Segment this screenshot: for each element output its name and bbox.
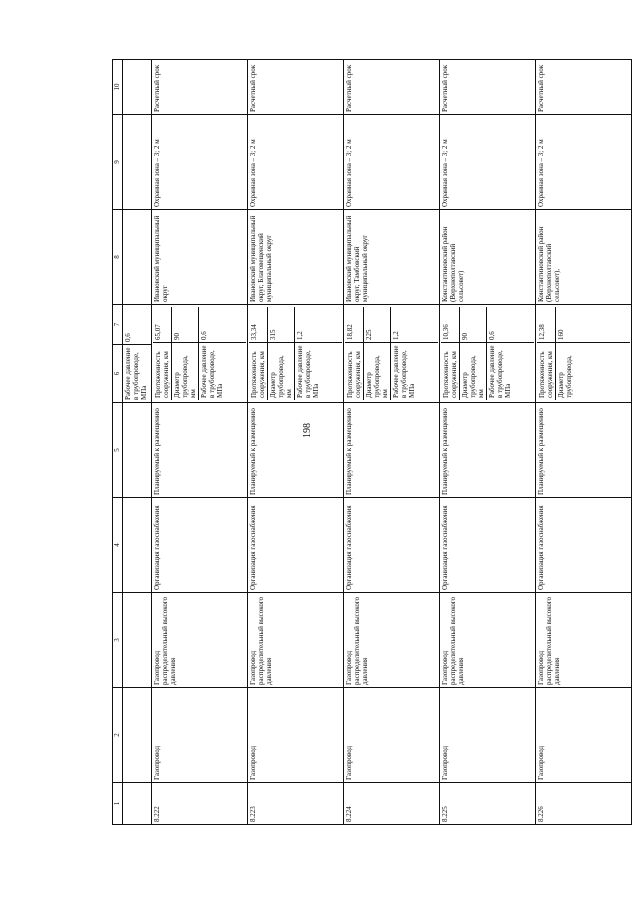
parameters-cell — [440, 305, 536, 403]
object-purpose: Организация газоснабжения — [536, 498, 632, 593]
implementation-term: Расчетный срок — [248, 60, 344, 115]
param-value: 315 — [269, 329, 278, 340]
column-header: 2 — [113, 688, 123, 783]
param-value: 1,2 — [296, 331, 305, 340]
table-row — [344, 60, 440, 825]
param-name: Рабочее давление в трубопроводе, МПа — [199, 342, 246, 400]
param-name: Диаметр трубопровода, мм — [172, 342, 198, 400]
param-name: Диаметр трубопровода, мм — [268, 342, 294, 400]
param-value: 0,6 — [488, 331, 497, 340]
location: Константиновский район (Верхнеполтавский сельсовет) — [440, 210, 536, 305]
param-name: Протяженность сооружения, км — [249, 342, 267, 400]
param-value: 0,6 — [200, 331, 209, 340]
row-number: 8.226 — [536, 783, 632, 825]
location: Константиновский район (Верхнеполтавский сельсовет), — [536, 210, 632, 305]
param-name: Протяженность сооружения, км — [441, 342, 459, 400]
column-header: 8 — [113, 210, 123, 305]
param-name: Рабочее давление в трубопроводе, МПа — [123, 345, 152, 403]
table-row — [248, 60, 344, 825]
parameter-row — [172, 307, 199, 400]
implementation-term: Расчетный срок — [344, 60, 440, 115]
object-status: Планируемый к размещению — [344, 403, 440, 498]
parameters-cell — [536, 305, 632, 403]
object-purpose: Организация газоснабжения — [344, 498, 440, 593]
object-status: Планируемый к размещению — [248, 403, 344, 498]
registry-table — [112, 59, 632, 825]
location: Ивановский муниципальный округ, Благовещенский муниципальный округ — [248, 210, 344, 305]
protection-zone: Охранная зона – 3; 2 м — [536, 115, 632, 210]
param-name: Диаметр трубопровода, мм — [364, 342, 390, 400]
param-value: 225 — [365, 329, 374, 340]
parameters-cell — [248, 305, 344, 403]
object-type: Газопровод — [152, 688, 248, 783]
param-name: Протяженность сооружения, км — [537, 342, 555, 400]
param-value: 12,38 — [538, 324, 546, 340]
parameter-row — [345, 307, 364, 400]
table-row — [152, 60, 248, 825]
parameter-row — [199, 307, 246, 400]
rotated-table-container — [112, 60, 590, 825]
protection-zone: Охранная зона – 3; 2 м — [152, 115, 248, 210]
object-type: Газопровод — [344, 688, 440, 783]
param-value: 90 — [173, 333, 182, 340]
param-value: 65,07 — [154, 324, 162, 340]
param-value: 0,6 — [123, 305, 152, 345]
param-value: 33,34 — [250, 324, 258, 340]
row-number: 8.223 — [248, 783, 344, 825]
object-status: Планируемый к размещению — [536, 403, 632, 498]
protection-zone: Охранная зона – 3; 2 м — [440, 115, 536, 210]
header-row — [113, 60, 123, 825]
parameter-row — [556, 307, 630, 400]
parameters-cell — [344, 305, 440, 403]
object-name: Газопровод распределительный высокого давления — [536, 593, 632, 688]
object-purpose: Организация газоснабжения — [152, 498, 248, 593]
param-value: 10,36 — [442, 324, 450, 340]
implementation-term: Расчетный срок — [440, 60, 536, 115]
parameter-row — [460, 307, 487, 400]
column-header: 9 — [113, 115, 123, 210]
table-row — [536, 60, 632, 825]
param-name: Рабочее давление в трубопроводе, МПа — [487, 342, 534, 400]
object-name: Газопровод распределительный высокого давления — [440, 593, 536, 688]
protection-zone: Охранная зона – 3; 2 м — [248, 115, 344, 210]
continuation-row — [123, 60, 152, 825]
object-name: Газопровод распределительный высокого давления — [248, 593, 344, 688]
table-row — [440, 60, 536, 825]
param-value: 18,82 — [346, 324, 354, 340]
column-header: 4 — [113, 498, 123, 593]
parameter-row — [441, 307, 460, 400]
param-name: Диаметр трубопровода, — [556, 342, 630, 400]
column-header: 1 — [113, 783, 123, 825]
object-type: Газопровод — [440, 688, 536, 783]
row-number: 8.225 — [440, 783, 536, 825]
parameter-row — [153, 307, 172, 400]
column-header: 5 — [113, 403, 123, 498]
object-name: Газопровод распределительный высокого давления — [152, 593, 248, 688]
param-value: 90 — [461, 333, 470, 340]
column-header: 7 — [113, 305, 123, 345]
parameter-row — [364, 307, 391, 400]
object-status: Планируемый к размещению — [152, 403, 248, 498]
parameter-row — [487, 307, 534, 400]
param-value: 160 — [557, 329, 566, 340]
parameter-row — [537, 307, 556, 400]
column-header: 10 — [113, 60, 123, 115]
location: Ивановский муниципальный округ, Тамбовский муниципальный округ — [344, 210, 440, 305]
row-number: 8.222 — [152, 783, 248, 825]
column-header: 6 — [113, 345, 123, 403]
param-name: Диаметр трубопровода, мм — [460, 342, 486, 400]
implementation-term: Расчетный срок — [152, 60, 248, 115]
param-name: Протяженность сооружения, км — [153, 342, 171, 400]
param-name: Рабочее давление в трубопроводе, МПа — [391, 342, 438, 400]
implementation-term: Расчетный срок — [536, 60, 632, 115]
object-type: Газопровод — [536, 688, 632, 783]
param-name: Протяженность сооружения, км — [345, 342, 363, 400]
parameter-row — [249, 307, 268, 400]
object-type: Газопровод — [248, 688, 344, 783]
row-number: 8.224 — [344, 783, 440, 825]
location: Ивановский муниципальный округ — [152, 210, 248, 305]
param-name: Рабочее давление в трубопроводе, МПа — [295, 342, 342, 400]
param-value: 1,2 — [392, 331, 401, 340]
object-purpose: Организация газоснабжения — [440, 498, 536, 593]
column-header: 3 — [113, 593, 123, 688]
parameter-row — [391, 307, 438, 400]
object-name: Газопровод распределительный высокого давления — [344, 593, 440, 688]
parameter-row — [268, 307, 295, 400]
protection-zone: Охранная зона – 3; 2 м — [344, 115, 440, 210]
object-purpose: Организация газоснабжения — [248, 498, 344, 593]
object-status: Планируемый к размещению — [440, 403, 536, 498]
parameters-cell — [152, 305, 248, 403]
page-number: 198 — [302, 423, 313, 438]
parameter-row — [295, 307, 342, 400]
